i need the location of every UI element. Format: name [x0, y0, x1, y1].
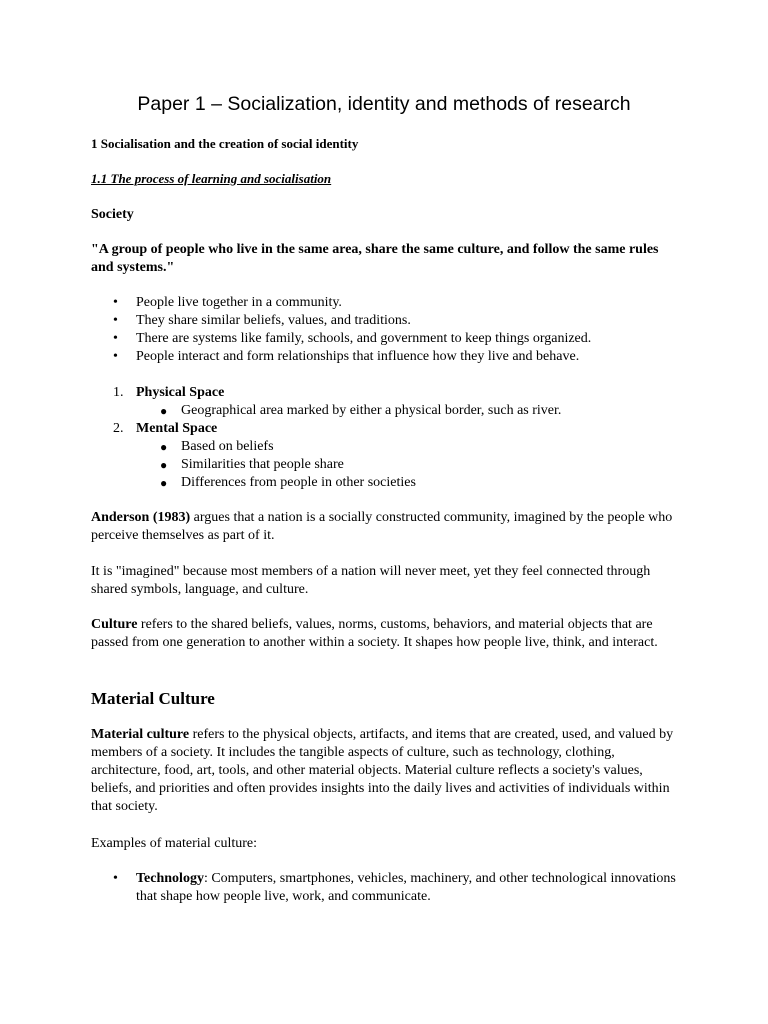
bullet-icon: ● — [160, 404, 168, 418]
bullet-icon: • — [113, 313, 118, 328]
list-item: • People interact and form relationships that influence how they live and behave. — [113, 349, 580, 364]
numbered-item-mental-space: 2. Mental Space ● Based on beliefs ● Similarities that people share ● Differences from people in other societies — [91, 420, 681, 492]
bullet-icon: • — [113, 871, 118, 886]
numbered-item-label: Physical Space — [136, 385, 225, 400]
bullet-icon: ● — [160, 458, 168, 472]
list-item: • There are systems like family, schools, and government to keep things organized. — [113, 331, 592, 346]
bullet-icon: ● — [160, 440, 168, 454]
page-title: Paper 1 – Socialization, identity and methods of research — [137, 93, 631, 115]
subsection-heading: 1.1 The process of learning and socialisation — [91, 171, 332, 186]
list-item: ● Geographical area marked by either a physical border, such as river. — [160, 403, 562, 418]
section-heading: 1 Socialisation and the creation of social identity — [91, 136, 359, 151]
bullet-icon: • — [113, 331, 118, 346]
culture-paragraph: Culture refers to the shared beliefs, values, norms, customs, behaviors, and material objects that are passed from one generation to another within a society. It shapes how people live, think, and interact. — [91, 617, 658, 650]
numbered-item-label: Mental Space — [136, 421, 218, 436]
society-bullet-list — [91, 294, 681, 366]
bullet-icon: • — [113, 349, 118, 364]
bullet-icon: • — [113, 295, 118, 310]
sub-bullet-list — [136, 438, 681, 492]
list-item: • Technology: Computers, smartphones, vehicles, machinery, and other technological innovations that shape how people live, work, and communicate. — [113, 871, 676, 904]
spaces-numbered-list — [91, 384, 681, 492]
list-item: ● Based on beliefs — [160, 439, 274, 454]
anderson-paragraph: Anderson (1983) argues that a nation is a socially constructed community, imagined by the people who perceive themselves as part of it. — [91, 510, 673, 543]
sub-bullet-list — [136, 402, 681, 420]
numbered-item-physical-space: 1. Physical Space ● Geographical area marked by either a physical border, such as river. — [91, 384, 681, 420]
society-heading: Society — [91, 207, 134, 222]
list-item: ● Similarities that people share — [160, 457, 344, 472]
society-definition: "A group of people who live in the same area, share the same culture, and follow the same rules and systems." — [91, 242, 659, 275]
material-culture-heading: Material Culture — [91, 689, 215, 708]
examples-bullet-list — [91, 870, 681, 906]
imagined-paragraph: It is "imagined" because most members of a nation will never meet, yet they feel connected through shared symbols, language, and culture. — [91, 564, 651, 597]
list-item: • They share similar beliefs, values, and traditions. — [113, 313, 411, 328]
list-item: ● Differences from people in other societies — [160, 475, 416, 490]
bullet-icon: ● — [160, 476, 168, 490]
examples-intro: Examples of material culture: — [91, 836, 257, 851]
material-culture-paragraph: Material culture refers to the physical objects, artifacts, and items that are created, used, and valued by members of a society. It includes the tangible aspects of culture, such as technology, clothing, architecture, food, art, tools, and other material objects. Material culture reflects a society's values, beliefs, and priorities and often provides insights into the daily lives and activities of individuals within that society. — [91, 727, 674, 814]
list-item: • People live together in a community. — [113, 295, 342, 310]
